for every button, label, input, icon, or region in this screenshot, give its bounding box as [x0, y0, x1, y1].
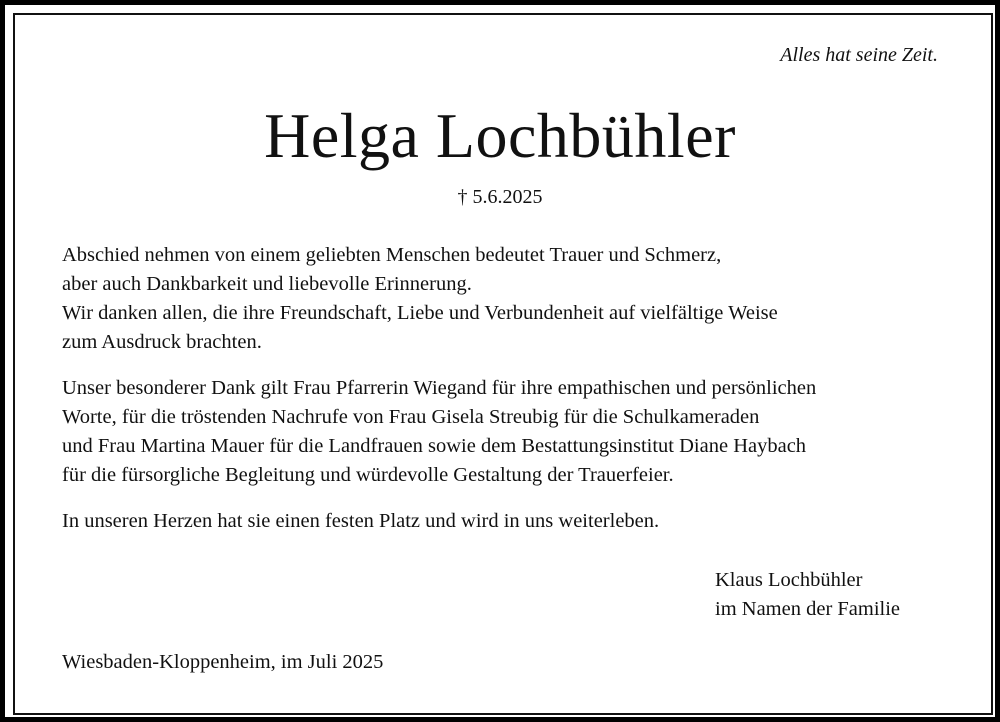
deceased-name: Helga Lochbühler: [264, 100, 736, 171]
text-line: Worte, für die tröstenden Nachrufe von Frau Gisela Streubig für die Schulkameraden: [62, 406, 760, 428]
signature-role: im Namen der Familie: [715, 598, 901, 620]
text-line: und Frau Martina Mauer für die Landfrauen sowie dem Bestattungsinstitut Diane Haybach: [62, 435, 807, 457]
signature-name: Klaus Lochbühler: [715, 569, 863, 591]
place-date: Wiesbaden-Kloppenheim, im Juli 2025: [62, 651, 384, 673]
paragraph-closing: [62, 507, 659, 536]
text-line: zum Ausdruck brachten.: [62, 331, 262, 353]
paragraph-special-thanks: [62, 374, 816, 490]
text-line: Abschied nehmen von einem geliebten Menschen bedeutet Trauer und Schmerz,: [62, 244, 722, 266]
text-line: für die fürsorgliche Begleitung und würdevolle Gestaltung der Trauerfeier.: [62, 464, 674, 486]
text-line: Wir danken allen, die ihre Freundschaft, Liebe und Verbundenheit auf vielfältige Weise: [62, 302, 778, 324]
text-line: Unser besonderer Dank gilt Frau Pfarrerin Wiegand für ihre empathischen und persönlichen: [62, 377, 817, 399]
signature: [715, 566, 900, 624]
text-line: In unseren Herzen hat sie einen festen Platz und wird in uns weiterleben.: [62, 510, 660, 532]
death-date: † 5.6.2025: [457, 186, 543, 208]
motto: Alles hat seine Zeit.: [780, 44, 938, 66]
paragraph-thanks-intro: [62, 241, 778, 357]
text-line: aber auch Dankbarkeit und liebevolle Erinnerung.: [62, 273, 472, 295]
